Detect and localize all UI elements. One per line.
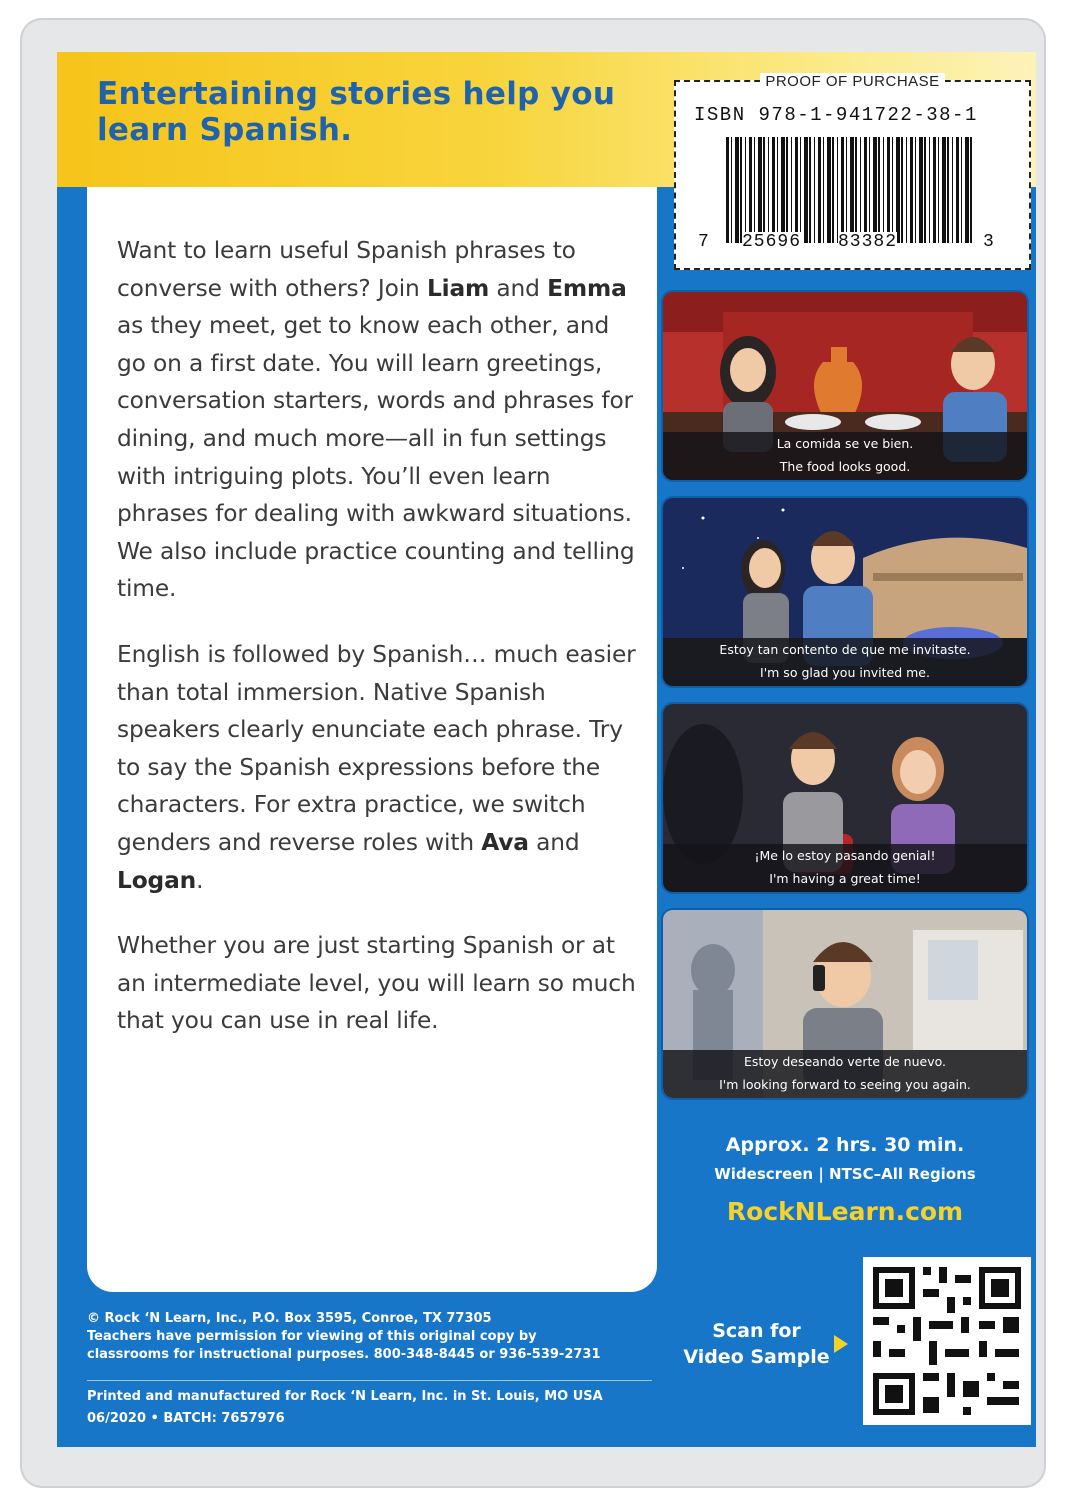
character-name-logan: Logan (117, 866, 197, 894)
subtitle-caption (663, 844, 1027, 892)
product-info (663, 1132, 1027, 1234)
qr-code[interactable] (863, 1257, 1031, 1425)
printing-info: Printed and manufactured for Rock ‘N Learn, Inc. in St. Louis, MO USA 06/2020 • BATCH: 7657976 (87, 1389, 603, 1426)
scan-prompt-line-1: Scan for (712, 1320, 801, 1342)
headline: Entertaining stories help you learn Spanish. (97, 76, 616, 148)
scan-prompt-line-2: Video Sample (683, 1346, 830, 1368)
back-cover (57, 52, 1036, 1447)
caption-english: I'm looking forward to seeing you again. (719, 1077, 971, 1092)
screenshot-night-arena (663, 498, 1027, 686)
video-format: Widescreen | NTSC–All Regions (714, 1165, 976, 1183)
runtime: Approx. 2 hrs. 30 min. (725, 1134, 965, 1156)
barcode-digit-first: 7 (698, 232, 709, 252)
website-url: RockNLearn.com (726, 1197, 964, 1226)
caption-spanish: Estoy deseando verte de nuevo. (743, 1054, 947, 1069)
isbn-number: ISBN 978-1-941722-38-1 (694, 104, 978, 126)
caption-spanish: La comida se ve bien. (776, 436, 914, 451)
barcode-digits-right: 83382 (838, 232, 898, 252)
character-name-ava: Ava (481, 828, 529, 856)
subtitle-caption (663, 638, 1027, 686)
barcode-digit-last: 3 (983, 232, 994, 252)
caption-english: I'm so glad you invited me. (760, 665, 930, 680)
screenshot-restaurant (663, 292, 1027, 480)
scan-prompt (669, 1318, 844, 1370)
caption-spanish: Estoy tan contento de que me invitaste. (719, 642, 971, 657)
caption-spanish: ¡Me lo estoy pasando genial! (754, 848, 936, 863)
qr-code-pattern (863, 1257, 1031, 1425)
screenshot-phone-call (663, 910, 1027, 1098)
barcode-digits-left: 25696 (742, 232, 802, 252)
proof-of-purchase-barcode (674, 73, 1031, 270)
character-name-emma: Emma (547, 274, 627, 302)
description-text (117, 232, 642, 1068)
description-paragraph-1: Want to learn useful Spanish phrases to converse with others? Join Liam and Emma as they meet, get to know each other, and go on a first date. You will learn greetings, conversation starters, words and phrases for dining, and much more—all in fun settings with intriguing plots. You’ll even learn phrases for dealing with awkward situations. We also include practice counting and telling time. (117, 237, 635, 603)
caption-english: I'm having a great time! (769, 871, 921, 886)
divider (87, 1380, 652, 1381)
description-paragraph-3: Whether you are just starting Spanish or at an intermediate level, you will learn so much that you can use in real life. (117, 932, 636, 1035)
subtitle-caption (663, 1050, 1027, 1098)
screenshot-theater (663, 704, 1027, 892)
description-paragraph-2: English is followed by Spanish… much easier than total immersion. Native Spanish speakers clearly enunciate each phrase. Try to say the Spanish expressions before the characters. For extra practice, we switch genders and reverse roles with Ava and Logan. (117, 640, 636, 894)
proof-of-purchase-label: PROOF OF PURCHASE (760, 73, 944, 90)
subtitle-caption (663, 432, 1027, 480)
character-name-liam: Liam (426, 274, 490, 302)
arrow-right-icon (834, 1335, 848, 1353)
barcode-bars (726, 137, 972, 243)
description-panel (87, 187, 657, 1292)
copyright-notice: © Rock ‘N Learn, Inc., P.O. Box 3595, Conroe, TX 77305 Teachers have permission for viewing of this original copy by classrooms for instructional purposes. 800-348-8445 or 936-539-2731 (87, 1311, 601, 1362)
caption-english: The food looks good. (779, 459, 911, 474)
